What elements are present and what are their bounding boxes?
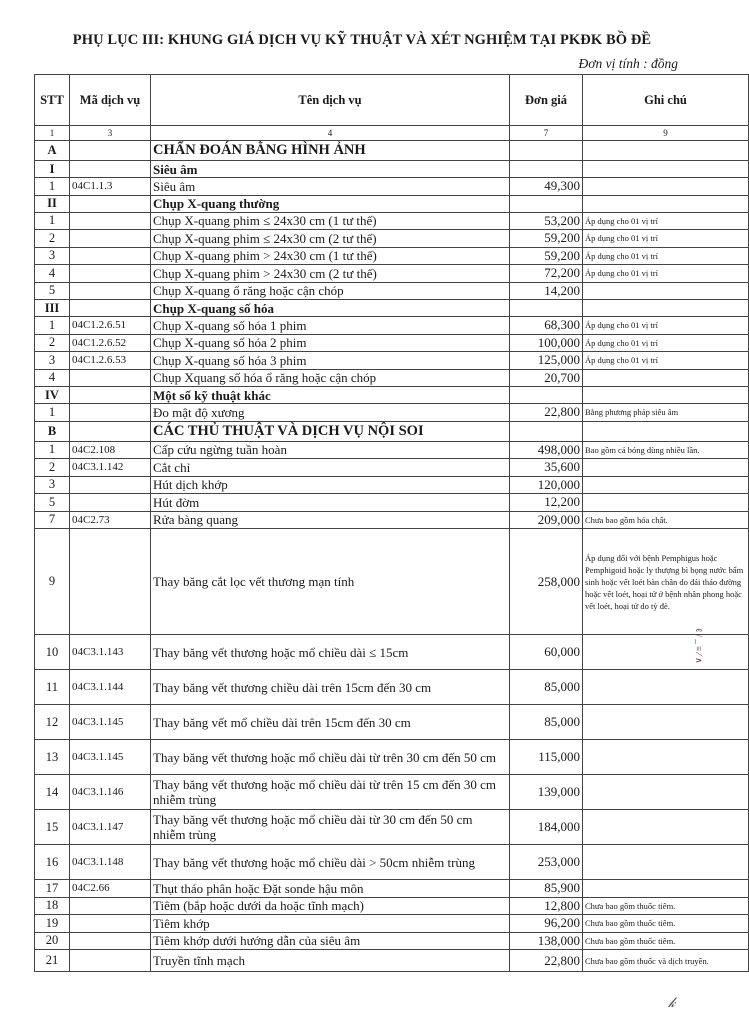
price-cell: 139,000 (510, 775, 583, 810)
note-cell (583, 810, 749, 845)
service-name-cell: Tiêm khớp (151, 915, 510, 933)
service-name-cell: Thay băng vết thương chiều dài trên 15cm đến 30 cm (151, 670, 510, 705)
service-name-cell: CHẨN ĐOÁN BẰNG HÌNH ẢNH (151, 141, 510, 161)
stt-cell: 16 (35, 845, 70, 880)
stt-cell: 1 (35, 178, 70, 196)
column-index-row (35, 126, 749, 141)
price-cell: 59,200 (510, 230, 583, 248)
price-cell: 22,800 (510, 950, 583, 972)
table-row (35, 670, 749, 705)
service-name-cell: Chụp X-quang số hóa (151, 300, 510, 317)
code-cell: 04C3.1.145 (70, 740, 151, 775)
code-cell (70, 494, 151, 512)
code-cell: 04C3.1.142 (70, 459, 151, 477)
subsection-row (35, 300, 749, 317)
stt-cell: 20 (35, 932, 70, 950)
code-cell (70, 141, 151, 161)
stt-cell: 19 (35, 915, 70, 933)
price-cell: 120,000 (510, 476, 583, 494)
code-cell (70, 950, 151, 972)
service-name-cell: Chụp X-quang phim ≤ 24x30 cm (2 tư thế) (151, 230, 510, 248)
stt-cell: 1 (35, 212, 70, 230)
stt-cell: 9 (35, 529, 70, 635)
note-cell (583, 775, 749, 810)
code-cell: 04C1.2.6.51 (70, 317, 151, 335)
note-cell (583, 740, 749, 775)
service-name-cell: Thay băng vết mổ chiều dài trên 15cm đến 30 cm (151, 705, 510, 740)
service-name-cell: Chụp X-quang phim > 24x30 cm (2 tư thế) (151, 265, 510, 283)
price-cell (510, 300, 583, 317)
note-cell (583, 195, 749, 212)
header-row (35, 75, 749, 126)
index-cell: 1 (35, 126, 70, 141)
code-cell: 04C3.1.147 (70, 810, 151, 845)
stt-cell: 4 (35, 265, 70, 283)
stt-cell: 12 (35, 705, 70, 740)
header-name: Tên dịch vụ (151, 75, 510, 126)
note-cell: Áp dụng cho 01 vị trí (583, 247, 749, 265)
section-row (35, 421, 749, 441)
note-cell: Áp dụng cho 01 vị trí (583, 212, 749, 230)
initials-signature: 𝓀 (668, 996, 676, 1011)
code-cell (70, 212, 151, 230)
stt-cell: 1 (35, 404, 70, 422)
subsection-row (35, 161, 749, 178)
index-cell: 9 (583, 126, 749, 141)
note-cell: Áp dụng cho 01 vị trí (583, 317, 749, 335)
currency-unit: Đơn vị tính : đồng (578, 56, 678, 71)
note-cell (583, 880, 749, 898)
price-cell: 68,300 (510, 317, 583, 335)
code-cell: 04C2.108 (70, 441, 151, 459)
price-cell: 184,000 (510, 810, 583, 845)
stt-cell: III (35, 300, 70, 317)
service-name-cell: Hút dịch khớp (151, 476, 510, 494)
price-cell: 253,000 (510, 845, 583, 880)
table-row (35, 511, 749, 529)
stt-cell: 13 (35, 740, 70, 775)
code-cell (70, 195, 151, 212)
stt-cell: 15 (35, 810, 70, 845)
table-row (35, 740, 749, 775)
price-cell: 14,200 (510, 282, 583, 300)
stt-cell: 2 (35, 459, 70, 477)
service-name-cell: Chụp X-quang ổ răng hoặc cận chóp (151, 282, 510, 300)
code-cell: 04C3.1.144 (70, 670, 151, 705)
note-cell: Chưa bao gồm hóa chất. (583, 511, 749, 529)
price-cell: 96,200 (510, 915, 583, 933)
table-row (35, 459, 749, 477)
code-cell (70, 476, 151, 494)
note-cell (583, 476, 749, 494)
code-cell (70, 369, 151, 387)
price-cell: 85,000 (510, 670, 583, 705)
header-price: Đơn giá (510, 75, 583, 126)
price-cell (510, 387, 583, 404)
table-row (35, 845, 749, 880)
price-cell: 20,700 (510, 369, 583, 387)
code-cell (70, 161, 151, 178)
service-name-cell: Siêu âm (151, 178, 510, 196)
table-row (35, 230, 749, 248)
note-cell: Áp dụng cho 01 vị trí (583, 352, 749, 370)
code-cell: 04C1.2.6.53 (70, 352, 151, 370)
note-cell: Áp dụng cho 01 vị trí (583, 334, 749, 352)
table-row (35, 369, 749, 387)
note-cell: Chưa bao gồm thuốc và dịch truyền. (583, 950, 749, 972)
price-cell: 53,200 (510, 212, 583, 230)
stt-cell: 11 (35, 670, 70, 705)
table-row (35, 334, 749, 352)
service-name-cell: Tiêm khớp dưới hướng dẫn của siêu âm (151, 932, 510, 950)
service-name-cell: Cấp cứu ngừng tuần hoàn (151, 441, 510, 459)
table-row (35, 441, 749, 459)
note-cell (583, 300, 749, 317)
header-note: Ghi chú (583, 75, 749, 126)
stt-cell: 14 (35, 775, 70, 810)
service-name-cell: Chụp X-quang phim > 24x30 cm (1 tư thế) (151, 247, 510, 265)
price-cell: 12,800 (510, 897, 583, 915)
stt-cell: 18 (35, 897, 70, 915)
note-cell: Áp dụng cho 01 vị trí (583, 230, 749, 248)
code-cell (70, 404, 151, 422)
service-name-cell: Siêu âm (151, 161, 510, 178)
stt-cell: 2 (35, 334, 70, 352)
service-name-cell: Thay băng vết thương hoặc mổ chiều dài từ trên 15 cm đến 30 cm nhiễm trùng (151, 775, 510, 810)
stt-cell: 17 (35, 880, 70, 898)
code-cell (70, 421, 151, 441)
table-body (35, 141, 749, 972)
header-stt: STT (35, 75, 70, 126)
service-name-cell: Chụp Xquang số hóa ổ răng hoặc cận chóp (151, 369, 510, 387)
note-cell (583, 141, 749, 161)
table-row (35, 404, 749, 422)
subsection-row (35, 387, 749, 404)
code-cell: 04C2.66 (70, 880, 151, 898)
service-name-cell: Tiêm (bắp hoặc dưới da hoặc tĩnh mạch) (151, 897, 510, 915)
table-row (35, 494, 749, 512)
price-cell (510, 421, 583, 441)
stt-cell: A (35, 141, 70, 161)
price-cell: 498,000 (510, 441, 583, 459)
document-title: PHỤ LỤC III: KHUNG GIÁ DỊCH VỤ KỸ THUẬT VÀ XÉT NGHIỆM TẠI PKĐK BỒ ĐỀ (72, 32, 652, 48)
price-cell: 138,000 (510, 932, 583, 950)
note-cell (583, 161, 749, 178)
service-name-cell: Chụp X-quang số hóa 3 phim (151, 352, 510, 370)
note-cell (583, 421, 749, 441)
stt-cell: 7 (35, 511, 70, 529)
service-name-cell: Thay băng vết thương hoặc mổ chiều dài từ 30 cm đến 50 cm nhiễm trùng (151, 810, 510, 845)
code-cell (70, 265, 151, 283)
table-row (35, 950, 749, 972)
note-cell: Chưa bao gồm thuốc tiêm. (583, 897, 749, 915)
note-cell: Chưa bao gồm thuốc tiêm. (583, 932, 749, 950)
margin-handwritten-mark: ℓ / _ ≡ ⁄ ∧ (694, 628, 704, 664)
stt-cell: 5 (35, 282, 70, 300)
note-cell (583, 369, 749, 387)
code-cell (70, 897, 151, 915)
stt-cell: 1 (35, 441, 70, 459)
table-row (35, 932, 749, 950)
table-row (35, 212, 749, 230)
service-name-cell: Đo mật độ xương (151, 404, 510, 422)
price-cell (510, 195, 583, 212)
note-cell: Áp dụng đối với bệnh Pemphigus hoặc Pemphigoid hoặc ly thượng bì bọng nước bẩm sinh hoặc vết loét bàn chân do đái tháo đường hoặc vết loét, hoại tử ở bệnh nhân phong hoặc vết loét, hoại tử do tỳ đè. (583, 529, 749, 635)
price-cell: 209,000 (510, 511, 583, 529)
note-cell (583, 635, 749, 670)
price-cell: 12,200 (510, 494, 583, 512)
price-cell: 49,300 (510, 178, 583, 196)
service-name-cell: Thay băng vết thương hoặc mổ chiều dài ≤ 15cm (151, 635, 510, 670)
stt-cell: 2 (35, 230, 70, 248)
table-row (35, 352, 749, 370)
price-cell: 258,000 (510, 529, 583, 635)
code-cell (70, 915, 151, 933)
code-cell (70, 529, 151, 635)
service-name-cell: Chụp X-quang số hóa 1 phim (151, 317, 510, 335)
price-cell: 85,000 (510, 705, 583, 740)
table-row (35, 265, 749, 283)
price-cell: 125,000 (510, 352, 583, 370)
service-name-cell: Chụp X-quang phim ≤ 24x30 cm (1 tư thế) (151, 212, 510, 230)
price-cell: 100,000 (510, 334, 583, 352)
table-row (35, 897, 749, 915)
note-cell: Chưa bao gồm thuốc tiêm. (583, 915, 749, 933)
code-cell (70, 247, 151, 265)
table-row (35, 178, 749, 196)
code-cell (70, 300, 151, 317)
table-row (35, 247, 749, 265)
price-table (34, 74, 749, 972)
price-cell: 35,600 (510, 459, 583, 477)
price-cell (510, 141, 583, 161)
subsection-row (35, 195, 749, 212)
section-row (35, 141, 749, 161)
stt-cell: 1 (35, 317, 70, 335)
note-cell: Bằng phương pháp siêu âm (583, 404, 749, 422)
stt-cell: IV (35, 387, 70, 404)
service-name-cell: Rửa bàng quang (151, 511, 510, 529)
table-row (35, 880, 749, 898)
index-cell: 4 (151, 126, 510, 141)
table-row (35, 635, 749, 670)
service-name-cell: Cắt chỉ (151, 459, 510, 477)
code-cell: 04C3.1.145 (70, 705, 151, 740)
header-code: Mã dịch vụ (70, 75, 151, 126)
service-name-cell: Một số kỹ thuật khác (151, 387, 510, 404)
service-name-cell: Thụt tháo phân hoặc Đặt sonde hậu môn (151, 880, 510, 898)
table-row (35, 282, 749, 300)
service-name-cell: CÁC THỦ THUẬT VÀ DỊCH VỤ NỘI SOI (151, 421, 510, 441)
note-cell (583, 178, 749, 196)
service-name-cell: Chụp X-quang thường (151, 195, 510, 212)
stt-cell: B (35, 421, 70, 441)
note-cell: Áp dụng cho 01 vị trí (583, 265, 749, 283)
service-name-cell: Hút đờm (151, 494, 510, 512)
table-row (35, 810, 749, 845)
code-cell (70, 932, 151, 950)
note-cell (583, 670, 749, 705)
code-cell: 04C1.1.3 (70, 178, 151, 196)
price-cell: 115,000 (510, 740, 583, 775)
note-cell (583, 387, 749, 404)
stt-cell: I (35, 161, 70, 178)
stt-cell: 10 (35, 635, 70, 670)
stt-cell: 21 (35, 950, 70, 972)
code-cell: 04C3.1.146 (70, 775, 151, 810)
table-row (35, 529, 749, 635)
price-cell (510, 161, 583, 178)
note-cell (583, 282, 749, 300)
table-row (35, 915, 749, 933)
stt-cell: II (35, 195, 70, 212)
stt-cell: 3 (35, 352, 70, 370)
service-name-cell: Thay băng vết thương hoặc mổ chiều dài > 50cm nhiễm trùng (151, 845, 510, 880)
stt-cell: 4 (35, 369, 70, 387)
table-row (35, 705, 749, 740)
code-cell: 04C2.73 (70, 511, 151, 529)
stt-cell: 5 (35, 494, 70, 512)
code-cell (70, 387, 151, 404)
service-name-cell: Chụp X-quang số hóa 2 phim (151, 334, 510, 352)
index-cell: 3 (70, 126, 151, 141)
note-cell (583, 494, 749, 512)
service-name-cell: Truyền tĩnh mạch (151, 950, 510, 972)
price-cell: 85,900 (510, 880, 583, 898)
note-cell (583, 705, 749, 740)
code-cell (70, 282, 151, 300)
table-row (35, 775, 749, 810)
index-cell: 7 (510, 126, 583, 141)
stt-cell: 3 (35, 247, 70, 265)
note-cell: Bao gồm cả bóng dùng nhiều lần. (583, 441, 749, 459)
stt-cell: 3 (35, 476, 70, 494)
note-cell (583, 845, 749, 880)
code-cell (70, 230, 151, 248)
code-cell: 04C1.2.6.52 (70, 334, 151, 352)
price-cell: 72,200 (510, 265, 583, 283)
table-row (35, 317, 749, 335)
service-name-cell: Thay băng cắt lọc vết thương mạn tính (151, 529, 510, 635)
code-cell: 04C3.1.148 (70, 845, 151, 880)
price-cell: 60,000 (510, 635, 583, 670)
code-cell: 04C3.1.143 (70, 635, 151, 670)
price-cell: 22,800 (510, 404, 583, 422)
service-name-cell: Thay băng vết thương hoặc mổ chiều dài từ trên 30 cm đến 50 cm (151, 740, 510, 775)
price-cell: 59,200 (510, 247, 583, 265)
note-cell (583, 459, 749, 477)
table-row (35, 476, 749, 494)
